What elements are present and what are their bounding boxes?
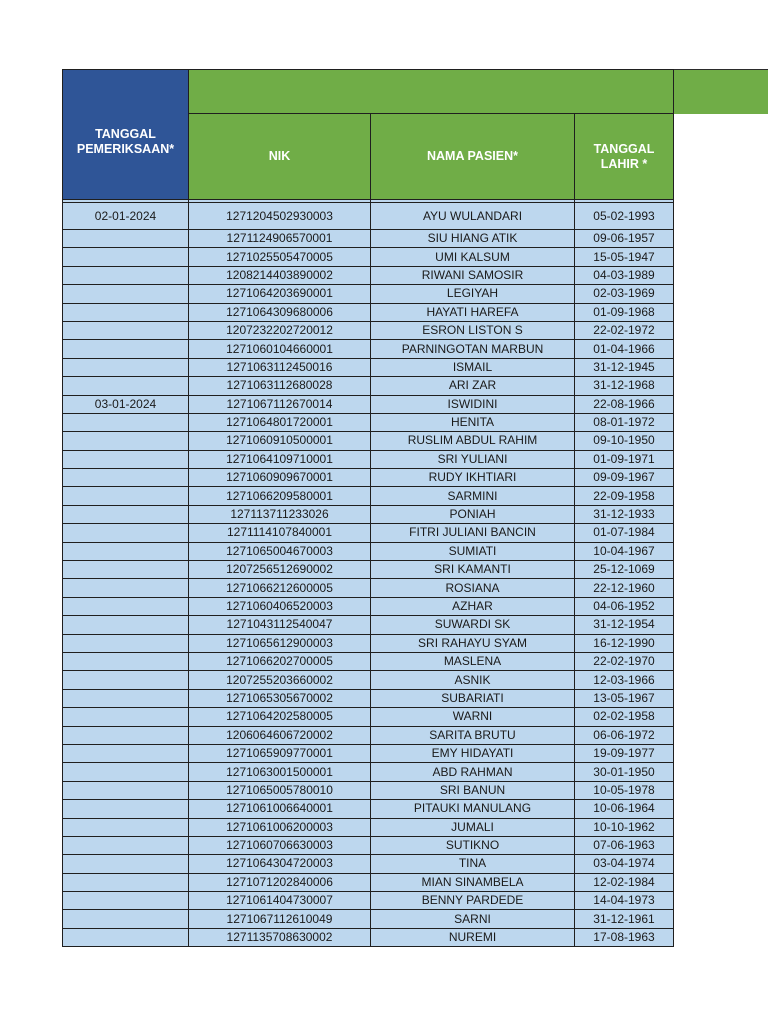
table-row xyxy=(63,892,674,910)
cell-tanggal-lahir: 09-10-1950 xyxy=(575,432,674,450)
table-row xyxy=(63,542,674,560)
table-row xyxy=(63,597,674,615)
cell-tanggal-pemeriksaan xyxy=(63,616,189,634)
cell-tanggal-lahir: 09-06-1957 xyxy=(575,230,674,248)
table-row xyxy=(63,763,674,781)
cell-tanggal-lahir: 31-12-1954 xyxy=(575,616,674,634)
table-row xyxy=(63,818,674,836)
cell-tanggal-pemeriksaan xyxy=(63,873,189,891)
cell-tanggal-lahir: 04-03-1989 xyxy=(575,266,674,284)
cell-tanggal-lahir: 01-07-1984 xyxy=(575,524,674,542)
cell-tanggal-pemeriksaan xyxy=(63,800,189,818)
table-row xyxy=(63,616,674,634)
cell-nik: 1206064606720002 xyxy=(189,726,371,744)
cell-nama-pasien: SRI YULIANI xyxy=(371,450,575,468)
table-row xyxy=(63,413,674,431)
cell-tanggal-pemeriksaan xyxy=(63,652,189,670)
cell-nama-pasien: LEGIYAH xyxy=(371,285,575,303)
cell-nama-pasien: SUBARIATI xyxy=(371,689,575,707)
cell-nik: 1271064203690001 xyxy=(189,285,371,303)
cell-nik: 1271067112610049 xyxy=(189,910,371,928)
cell-nik: 1271066202700005 xyxy=(189,652,371,670)
cell-nik: 1271061006200003 xyxy=(189,818,371,836)
cell-nik: 1271065909770001 xyxy=(189,744,371,762)
cell-tanggal-pemeriksaan xyxy=(63,377,189,395)
cell-tanggal-pemeriksaan xyxy=(63,910,189,928)
cell-tanggal-pemeriksaan xyxy=(63,450,189,468)
cell-tanggal-lahir: 12-02-1984 xyxy=(575,873,674,891)
cell-nik: 1271064304720003 xyxy=(189,855,371,873)
header-nama-pasien: NAMA PASIEN* xyxy=(371,114,575,200)
cell-tanggal-pemeriksaan: 02-01-2024 xyxy=(63,203,189,230)
cell-tanggal-pemeriksaan xyxy=(63,708,189,726)
table-row xyxy=(63,377,674,395)
cell-nama-pasien: RIWANI SAMOSIR xyxy=(371,266,575,284)
header-tanggal-pemeriksaan-label: TANGGAL PEMERIKSAAN* xyxy=(76,126,175,156)
cell-tanggal-pemeriksaan xyxy=(63,763,189,781)
cell-tanggal-lahir: 22-02-1972 xyxy=(575,321,674,339)
cell-tanggal-lahir: 22-12-1960 xyxy=(575,579,674,597)
cell-nama-pasien: FITRI JULIANI BANCIN xyxy=(371,524,575,542)
table-row xyxy=(63,203,674,230)
cell-nama-pasien: SARNI xyxy=(371,910,575,928)
cell-nama-pasien: HAYATI HAREFA xyxy=(371,303,575,321)
cell-nik: 1271060406520003 xyxy=(189,597,371,615)
cell-nik: 1271064109710001 xyxy=(189,450,371,468)
cell-nama-pasien: MIAN SINAMBELA xyxy=(371,873,575,891)
cell-tanggal-lahir: 08-01-1972 xyxy=(575,413,674,431)
table-row xyxy=(63,836,674,854)
cell-tanggal-pemeriksaan xyxy=(63,836,189,854)
header-tanggal-lahir xyxy=(575,114,674,200)
cell-tanggal-lahir: 10-05-1978 xyxy=(575,781,674,799)
table-row xyxy=(63,800,674,818)
cell-tanggal-pemeriksaan xyxy=(63,303,189,321)
cell-tanggal-pemeriksaan xyxy=(63,230,189,248)
cell-nik: 1271124906570001 xyxy=(189,230,371,248)
cell-nik: 1271060104660001 xyxy=(189,340,371,358)
cell-tanggal-lahir: 06-06-1972 xyxy=(575,726,674,744)
table-row xyxy=(63,450,674,468)
cell-tanggal-lahir: 01-09-1971 xyxy=(575,450,674,468)
cell-tanggal-pemeriksaan xyxy=(63,726,189,744)
cell-tanggal-pemeriksaan xyxy=(63,432,189,450)
cell-tanggal-pemeriksaan xyxy=(63,505,189,523)
cell-nik: 1271065005780010 xyxy=(189,781,371,799)
cell-nama-pasien: EMY HIDAYATI xyxy=(371,744,575,762)
cell-nik: 1271063112450016 xyxy=(189,358,371,376)
cell-tanggal-pemeriksaan xyxy=(63,781,189,799)
cell-nik: 1271204502930003 xyxy=(189,203,371,230)
table-row xyxy=(63,708,674,726)
cell-nik: 1271065004670003 xyxy=(189,542,371,560)
cell-nama-pasien: PARNINGOTAN MARBUN xyxy=(371,340,575,358)
cell-nama-pasien: BENNY PARDEDE xyxy=(371,892,575,910)
cell-nama-pasien: ARI ZAR xyxy=(371,377,575,395)
cell-nama-pasien: SRI RAHAYU SYAM xyxy=(371,634,575,652)
cell-nama-pasien: NUREMI xyxy=(371,928,575,946)
cell-nama-pasien: SARITA BRUTU xyxy=(371,726,575,744)
cell-tanggal-lahir: 19-09-1977 xyxy=(575,744,674,762)
cell-tanggal-lahir: 31-12-1968 xyxy=(575,377,674,395)
cell-nik: 1271067112670014 xyxy=(189,395,371,413)
cell-tanggal-pemeriksaan xyxy=(63,892,189,910)
cell-nama-pasien: UMI KALSUM xyxy=(371,248,575,266)
cell-tanggal-pemeriksaan xyxy=(63,266,189,284)
table-row xyxy=(63,524,674,542)
cell-nik: 1271066209580001 xyxy=(189,487,371,505)
cell-tanggal-lahir: 30-01-1950 xyxy=(575,763,674,781)
table-row xyxy=(63,469,674,487)
cell-tanggal-lahir: 14-04-1973 xyxy=(575,892,674,910)
cell-nama-pasien: AZHAR xyxy=(371,597,575,615)
cell-tanggal-pemeriksaan xyxy=(63,671,189,689)
cell-tanggal-pemeriksaan xyxy=(63,744,189,762)
table-row xyxy=(63,561,674,579)
cell-nik: 1271114107840001 xyxy=(189,524,371,542)
cell-tanggal-pemeriksaan xyxy=(63,561,189,579)
cell-nik: 1207232202720012 xyxy=(189,321,371,339)
header-tanggal-pemeriksaan xyxy=(63,70,189,200)
cell-tanggal-lahir: 17-08-1963 xyxy=(575,928,674,946)
cell-tanggal-pemeriksaan xyxy=(63,321,189,339)
cell-tanggal-pemeriksaan xyxy=(63,285,189,303)
cell-tanggal-lahir: 12-03-1966 xyxy=(575,671,674,689)
cell-tanggal-pemeriksaan xyxy=(63,413,189,431)
cell-tanggal-lahir: 10-10-1962 xyxy=(575,818,674,836)
cell-nik: 1271060909670001 xyxy=(189,469,371,487)
cell-tanggal-lahir: 22-08-1966 xyxy=(575,395,674,413)
cell-nama-pasien: RUSLIM ABDUL RAHIM xyxy=(371,432,575,450)
cell-tanggal-pemeriksaan xyxy=(63,248,189,266)
cell-nama-pasien: SRI KAMANTI xyxy=(371,561,575,579)
table-row xyxy=(63,726,674,744)
cell-tanggal-pemeriksaan xyxy=(63,340,189,358)
cell-tanggal-lahir: 31-12-1933 xyxy=(575,505,674,523)
table-row xyxy=(63,744,674,762)
cell-tanggal-lahir: 03-04-1974 xyxy=(575,855,674,873)
cell-nama-pasien: SUTIKNO xyxy=(371,836,575,854)
cell-nama-pasien: ASNIK xyxy=(371,671,575,689)
cell-nik: 1271066212600005 xyxy=(189,579,371,597)
cell-tanggal-pemeriksaan xyxy=(63,487,189,505)
cell-nama-pasien: SIU HIANG ATIK xyxy=(371,230,575,248)
header-green-top xyxy=(189,70,674,114)
cell-nama-pasien: ISMAIL xyxy=(371,358,575,376)
table-row xyxy=(63,303,674,321)
cell-tanggal-lahir: 31-12-1961 xyxy=(575,910,674,928)
table-row xyxy=(63,910,674,928)
cell-tanggal-lahir: 22-09-1958 xyxy=(575,487,674,505)
cell-tanggal-lahir: 07-06-1963 xyxy=(575,836,674,854)
cell-tanggal-lahir: 01-09-1968 xyxy=(575,303,674,321)
table-row xyxy=(63,230,674,248)
table-row xyxy=(63,634,674,652)
cell-tanggal-lahir: 25-12-1069 xyxy=(575,561,674,579)
table-row xyxy=(63,928,674,946)
table-row xyxy=(63,395,674,413)
table-row xyxy=(63,873,674,891)
cell-nik: 1271025505470005 xyxy=(189,248,371,266)
cell-nik: 1271064309680006 xyxy=(189,303,371,321)
table-row xyxy=(63,781,674,799)
cell-nama-pasien: WARNI xyxy=(371,708,575,726)
cell-tanggal-lahir: 04-06-1952 xyxy=(575,597,674,615)
table-body xyxy=(63,203,674,947)
cell-nama-pasien: AYU WULANDARI xyxy=(371,203,575,230)
table-row xyxy=(63,432,674,450)
cell-nik: 1271135708630002 xyxy=(189,928,371,946)
cell-tanggal-lahir: 09-09-1967 xyxy=(575,469,674,487)
cell-tanggal-pemeriksaan xyxy=(63,469,189,487)
cell-tanggal-lahir: 22-02-1970 xyxy=(575,652,674,670)
cell-tanggal-lahir: 10-06-1964 xyxy=(575,800,674,818)
cell-nama-pasien: ISWIDINI xyxy=(371,395,575,413)
cell-tanggal-pemeriksaan xyxy=(63,597,189,615)
cell-nik: 1271043112540047 xyxy=(189,616,371,634)
table-row xyxy=(63,689,674,707)
cell-nik: 1208214403890002 xyxy=(189,266,371,284)
cell-nama-pasien: SARMINI xyxy=(371,487,575,505)
cell-tanggal-lahir: 13-05-1967 xyxy=(575,689,674,707)
cell-tanggal-pemeriksaan xyxy=(63,928,189,946)
table-row xyxy=(63,321,674,339)
cell-nama-pasien: MASLENA xyxy=(371,652,575,670)
cell-tanggal-lahir: 16-12-1990 xyxy=(575,634,674,652)
cell-nama-pasien: RUDY IKHTIARI xyxy=(371,469,575,487)
table-row xyxy=(63,340,674,358)
cell-tanggal-pemeriksaan xyxy=(63,358,189,376)
cell-tanggal-lahir: 15-05-1947 xyxy=(575,248,674,266)
cell-nik: 1271071202840006 xyxy=(189,873,371,891)
cell-tanggal-lahir: 10-04-1967 xyxy=(575,542,674,560)
table-row xyxy=(63,505,674,523)
cell-nama-pasien: ESRON LISTON S xyxy=(371,321,575,339)
cell-nama-pasien: SRI BANUN xyxy=(371,781,575,799)
table-row xyxy=(63,487,674,505)
cell-tanggal-pemeriksaan xyxy=(63,689,189,707)
cell-tanggal-pemeriksaan xyxy=(63,579,189,597)
cell-nik: 127113711233026 xyxy=(189,505,371,523)
table-row xyxy=(63,671,674,689)
cell-nik: 1271063001500001 xyxy=(189,763,371,781)
table-row xyxy=(63,358,674,376)
cell-tanggal-pemeriksaan xyxy=(63,818,189,836)
cell-nik: 1271061404730007 xyxy=(189,892,371,910)
patient-table xyxy=(62,69,674,947)
cell-tanggal-pemeriksaan xyxy=(63,634,189,652)
table-row xyxy=(63,266,674,284)
cell-nama-pasien: ABD RAHMAN xyxy=(371,763,575,781)
cell-nama-pasien: JUMALI xyxy=(371,818,575,836)
cell-nik: 1271065612900003 xyxy=(189,634,371,652)
cell-tanggal-lahir: 05-02-1993 xyxy=(575,203,674,230)
cell-tanggal-pemeriksaan xyxy=(63,524,189,542)
cell-nik: 1271064202580005 xyxy=(189,708,371,726)
cell-nama-pasien: SUWARDI SK xyxy=(371,616,575,634)
cell-tanggal-lahir: 01-04-1966 xyxy=(575,340,674,358)
cell-nama-pasien: SUMIATI xyxy=(371,542,575,560)
cell-tanggal-pemeriksaan xyxy=(63,855,189,873)
cell-nama-pasien: PITAUKI MANULANG xyxy=(371,800,575,818)
table-row xyxy=(63,285,674,303)
cell-tanggal-lahir: 02-03-1969 xyxy=(575,285,674,303)
cell-tanggal-lahir: 02-02-1958 xyxy=(575,708,674,726)
cell-nik: 1207256512690002 xyxy=(189,561,371,579)
cell-nik: 1271060910500001 xyxy=(189,432,371,450)
table-row xyxy=(63,652,674,670)
cell-nik: 1271063112680028 xyxy=(189,377,371,395)
cell-nik: 1271064801720001 xyxy=(189,413,371,431)
cell-nama-pasien: PONIAH xyxy=(371,505,575,523)
table-row xyxy=(63,579,674,597)
cell-nik: 1271065305670002 xyxy=(189,689,371,707)
cell-nama-pasien: ROSIANA xyxy=(371,579,575,597)
header-tanggal-lahir-label: TANGGAL LAHIR * xyxy=(593,141,655,171)
cell-nama-pasien: TINA xyxy=(371,855,575,873)
cell-tanggal-lahir: 31-12-1945 xyxy=(575,358,674,376)
table-row xyxy=(63,248,674,266)
cell-tanggal-pemeriksaan: 03-01-2024 xyxy=(63,395,189,413)
cell-nik: 1271060706630003 xyxy=(189,836,371,854)
cell-nik: 1207255203660002 xyxy=(189,671,371,689)
cell-nik: 1271061006640001 xyxy=(189,800,371,818)
cell-nama-pasien: HENITA xyxy=(371,413,575,431)
table-row xyxy=(63,855,674,873)
header-nik: NIK xyxy=(189,114,371,200)
cell-tanggal-pemeriksaan xyxy=(63,542,189,560)
